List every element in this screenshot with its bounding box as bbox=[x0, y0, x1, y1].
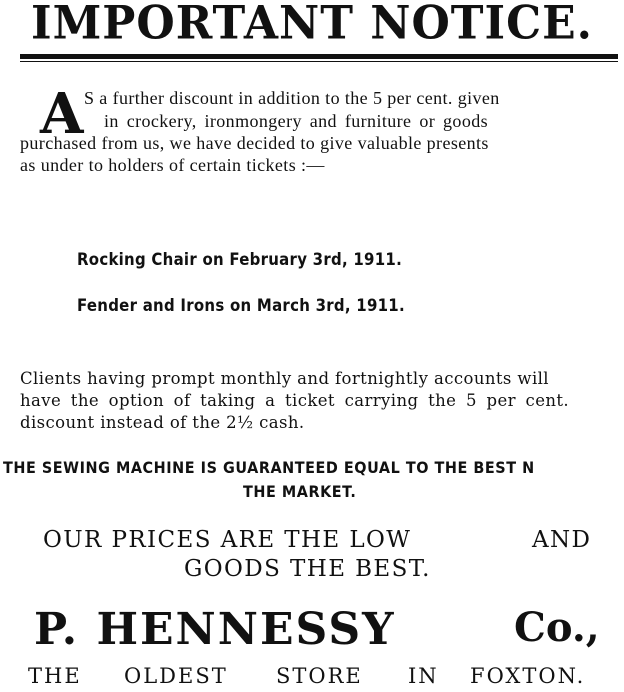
firm-name: P. HENNESSY bbox=[34, 604, 396, 655]
prices-line-2: GOODS THE BEST. bbox=[184, 556, 431, 582]
intro-line-1: S a further discount in addition to the 5 per cent. given bbox=[84, 88, 500, 108]
sewing-line-1: THE SEWING MACHINE IS GUARANTEED EQUAL TO THE BEST N bbox=[3, 458, 535, 477]
clients-line-1: Clients having prompt monthly and fortnightly accounts will bbox=[20, 369, 549, 388]
intro-line-2: in crockery, ironmongery and furniture or goods bbox=[104, 111, 489, 131]
tagline-word: STORE bbox=[276, 664, 363, 688]
clients-line-2: have the option of taking a ticket carrying the 5 per cent. bbox=[20, 391, 570, 410]
tagline-word: THE bbox=[28, 664, 82, 688]
drop-cap: A bbox=[40, 81, 84, 147]
intro-line-4: as under to holders of certain tickets :— bbox=[20, 155, 325, 175]
tagline-word: FOXTON. bbox=[470, 664, 586, 688]
tagline-word: OLDEST bbox=[124, 664, 228, 688]
clients-line-3: discount instead of the 2½ cash. bbox=[20, 413, 305, 432]
firm-suffix: Co., bbox=[514, 604, 600, 651]
heading-rule-thick bbox=[20, 54, 618, 59]
prices-line-1: OUR PRICES ARE THE LOW bbox=[43, 527, 412, 553]
prices-line-1-end: AND bbox=[532, 527, 592, 553]
heading-rule-thin bbox=[20, 61, 618, 62]
prize-rocking-chair: Rocking Chair on February 3rd, 1911. bbox=[77, 250, 403, 270]
intro-line-3: purchased from us, we have decided to give valuable presents bbox=[20, 133, 489, 153]
prize-fender-irons: Fender and Irons on March 3rd, 1911. bbox=[77, 296, 405, 316]
sewing-line-2: THE MARKET. bbox=[243, 482, 357, 501]
notice-heading: IMPORTANT NOTICE. bbox=[31, 0, 593, 51]
tagline-word: IN bbox=[408, 664, 439, 688]
